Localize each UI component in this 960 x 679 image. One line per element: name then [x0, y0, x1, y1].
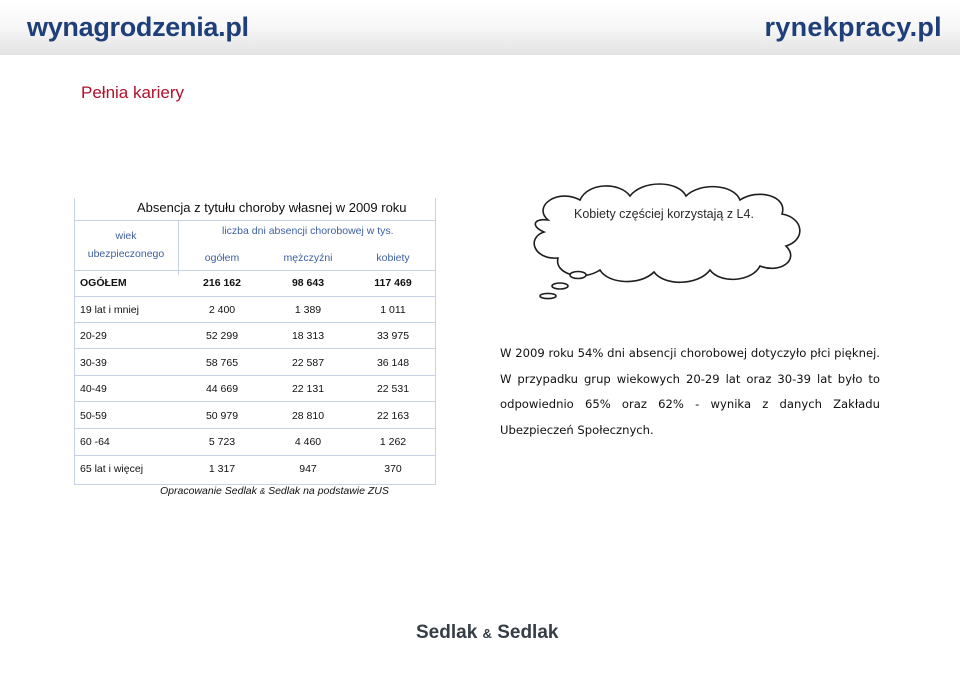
cell-total: 2 400	[208, 304, 236, 316]
cell-women: 33 975	[376, 330, 410, 342]
cell-women: 1 262	[379, 436, 407, 448]
row-label: 60 -64	[80, 436, 110, 448]
table-row-total	[74, 277, 436, 297]
source-ampersand: &	[259, 487, 266, 496]
cell-total: 5 723	[208, 436, 236, 448]
column-header-men: mężczyźni	[283, 252, 333, 264]
cell-women: 370	[384, 463, 402, 475]
row-label: 19 lat i mniej	[80, 304, 139, 316]
callout-text: Kobiety częściej korzystają z L4.	[574, 207, 754, 221]
table-divider	[74, 401, 436, 402]
column-header-total: ogółem	[204, 252, 240, 264]
header-bar	[0, 0, 960, 55]
row-label: 20-29	[80, 330, 107, 342]
table-divider	[74, 296, 436, 297]
table-divider	[74, 348, 436, 349]
subheader-days: liczba dni absencji chorobowej w tys.	[222, 225, 394, 237]
cell-women: 22 531	[376, 383, 410, 395]
cell-women: 22 163	[376, 410, 410, 422]
table-divider	[74, 455, 436, 456]
table-row	[74, 330, 436, 350]
table-row	[74, 357, 436, 377]
summary-paragraph: W 2009 roku 54% dni absencji chorobowej dotyczyło płci pięknej. W przypadku grup wiekowych 20-29 lat oraz 30-39 lat było to odpowiednio 65% oraz 62% - wynika z danych Zakładu Ubezpieczeń Społecznych.	[500, 346, 880, 437]
cell-total: 58 765	[205, 357, 239, 369]
age-header-line1: wiek	[115, 230, 137, 242]
row-label: 30-39	[80, 357, 107, 369]
table-divider	[74, 220, 436, 221]
row-label: 50-59	[80, 410, 107, 422]
cell-men: 98 643	[291, 277, 325, 289]
cell-men: 22 131	[291, 383, 325, 395]
footer-logo-ampersand: &	[482, 626, 492, 641]
cell-total: 44 669	[205, 383, 239, 395]
row-label: 40-49	[80, 383, 107, 395]
page-title: Pełnia kariery	[81, 83, 184, 102]
footer-logo-part1: Sedlak	[416, 622, 483, 643]
cell-women: 117 469	[374, 277, 412, 289]
cell-men: 28 810	[291, 410, 325, 422]
table-divider	[74, 322, 436, 323]
cell-total: 50 979	[205, 410, 239, 422]
table-row	[74, 304, 436, 324]
cell-men: 18 313	[291, 330, 325, 342]
cell-men: 4 460	[294, 436, 322, 448]
table-row	[74, 383, 436, 403]
cell-total: 1 317	[208, 463, 236, 475]
cell-men: 947	[299, 463, 317, 475]
row-label: 65 lat i więcej	[80, 463, 144, 475]
source-suffix: Sedlak na podstawie ZUS	[265, 485, 389, 497]
cell-total: 216 162	[203, 277, 241, 289]
source-note	[160, 485, 389, 497]
table-row	[74, 463, 436, 483]
column-header-women: kobiety	[376, 252, 410, 264]
cell-total: 52 299	[205, 330, 239, 342]
cell-men: 1 389	[294, 304, 322, 316]
table-row	[74, 410, 436, 430]
source-prefix: Opracowanie Sedlak	[160, 485, 260, 497]
table-divider	[74, 375, 436, 376]
row-label: OGÓŁEM	[80, 277, 127, 289]
footer-logo	[416, 622, 558, 644]
logo-rynekpracy[interactable]: rynekpracy.pl	[764, 12, 942, 42]
logo-wynagrodzenia[interactable]: wynagrodzenia.pl	[27, 12, 249, 42]
table-divider	[74, 270, 436, 271]
cell-women: 1 011	[380, 304, 406, 316]
age-header-line2: ubezpieczonego	[87, 248, 165, 260]
table-title: Absencja z tytułu choroby własnej w 2009 roku	[137, 200, 407, 215]
table-row	[74, 436, 436, 456]
cell-men: 22 587	[291, 357, 325, 369]
table-divider	[178, 220, 179, 275]
thought-cloud-shape	[520, 178, 820, 308]
cell-women: 36 148	[376, 357, 410, 369]
footer-logo-part2: Sedlak	[491, 622, 559, 643]
table-divider	[74, 428, 436, 429]
